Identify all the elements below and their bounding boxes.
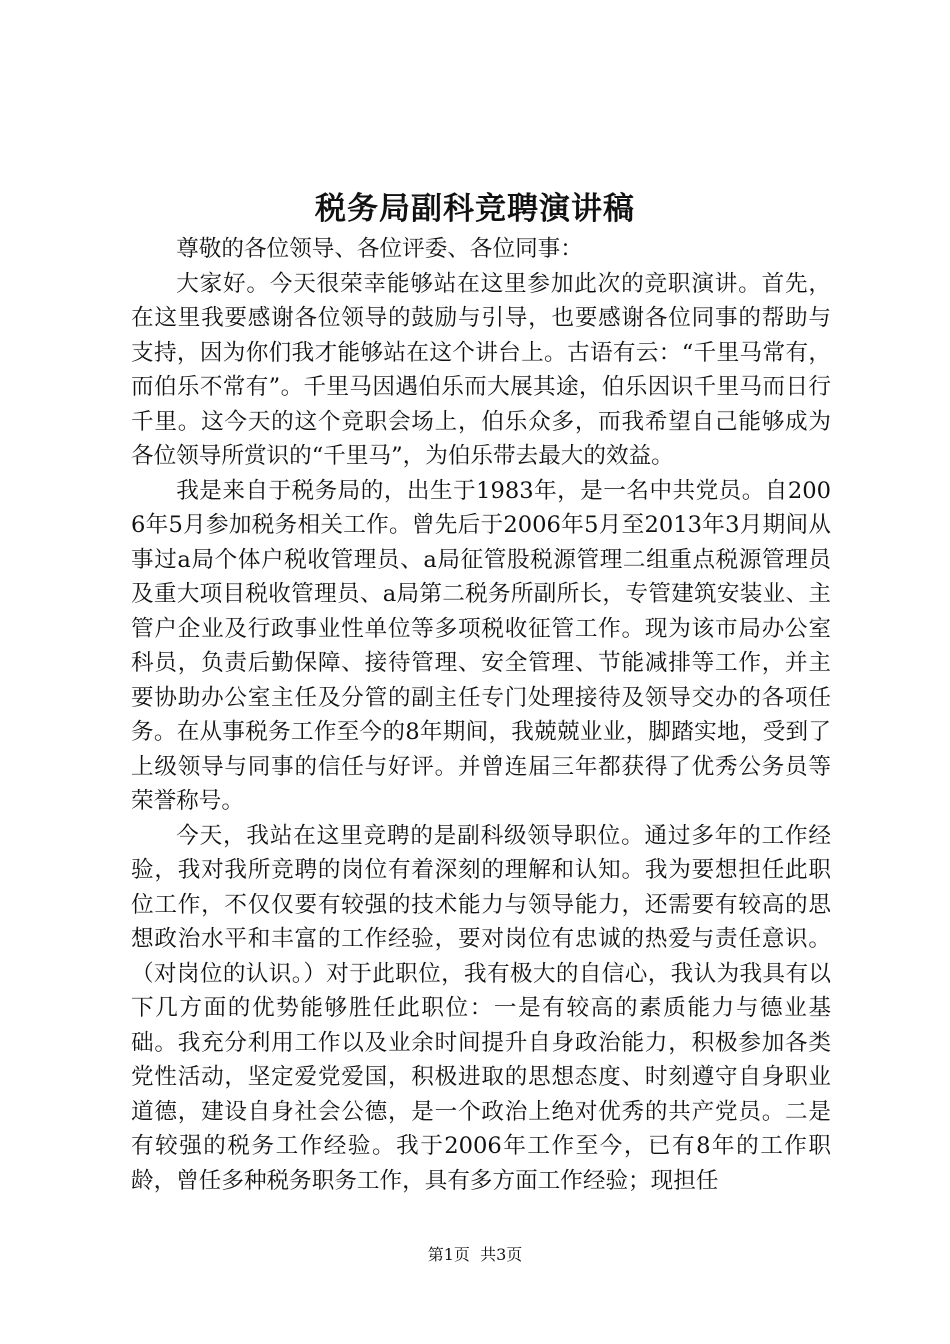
salutation-paragraph: 尊敬的各位领导、各位评委、各位同事：	[176, 236, 583, 262]
body-paragraph: 我是来自于税务局的，出生于1983年，是一名中共党员。自2006年5月参加税务相关工作。曾先后于2006年5月至2013年3月期间从事过a局个体户税收管理员、a局征管股税源管理二组重点税源管理员及重大项目税收管理员、a局第二税务所副所长，专管建筑安装业、主管户企业及行政事业性单位等多项税收征管工作。现为该市局办公室科员，负责后勤保障、接待管理、安全管理、节能减排等工作，并主要协助办公室主任及分管的副主任专门处理接待及领导交办的各项任务。在从事税务工作至今的8年期间，我兢兢业业，脚踏实地，受到了上级领导与同事的信任与好评。并曾连届三年都获得了优秀公务员等荣誉称号。	[131, 477, 831, 814]
body-paragraph: 今天，我站在这里竞聘的是副科级领导职位。通过多年的工作经验，我对我所竞聘的岗位有着深刻的理解和认知。我为要想担任此职位工作，不仅仅要有较强的技术能力与领导能力，还需要有较高的思想政治水平和丰富的工作经验，要对岗位有忠诚的热爱与责任意识。（对岗位的认识。）对于此职位，我有极大的自信心，我认为我具有以下几方面的优势能够胜任此职位：一是有较高的素质能力与德业基础。我充分利用工作以及业余时间提升自身政治能力，积极参加各类党性活动，坚定爱党爱国，积极进取的思想态度、时刻遵守自身职业道德，建设自身社会公德，是一个政治上绝对优秀的共产党员。二是有较强的税务工作经验。我于2006年工作至今，已有8年的工作职龄，曾任多种税务职务工作，具有多方面工作经验；现担任	[131, 822, 831, 1194]
document-title: 税务局副科竞聘演讲稿	[315, 191, 635, 227]
body-paragraph: 大家好。今天很荣幸能够站在这里参加此次的竞职演讲。首先，在这里我要感谢各位领导的鼓励与引导，也要感谢各位同事的帮助与支持，因为你们我才能够站在这个讲台上。古语有云：“千里马常有，而伯乐不常有”。千里马因遇伯乐而大展其途，伯乐因识千里马而日行千里。这今天的这个竞职会场上，伯乐众多，而我希望自己能够成为各位领导所赏识的“千里马”，为伯乐带去最大的效益。	[131, 270, 831, 469]
document-body	[131, 232, 831, 1198]
page-number: 第1页 共3页	[427, 1245, 523, 1264]
page-footer	[0, 1243, 950, 1267]
